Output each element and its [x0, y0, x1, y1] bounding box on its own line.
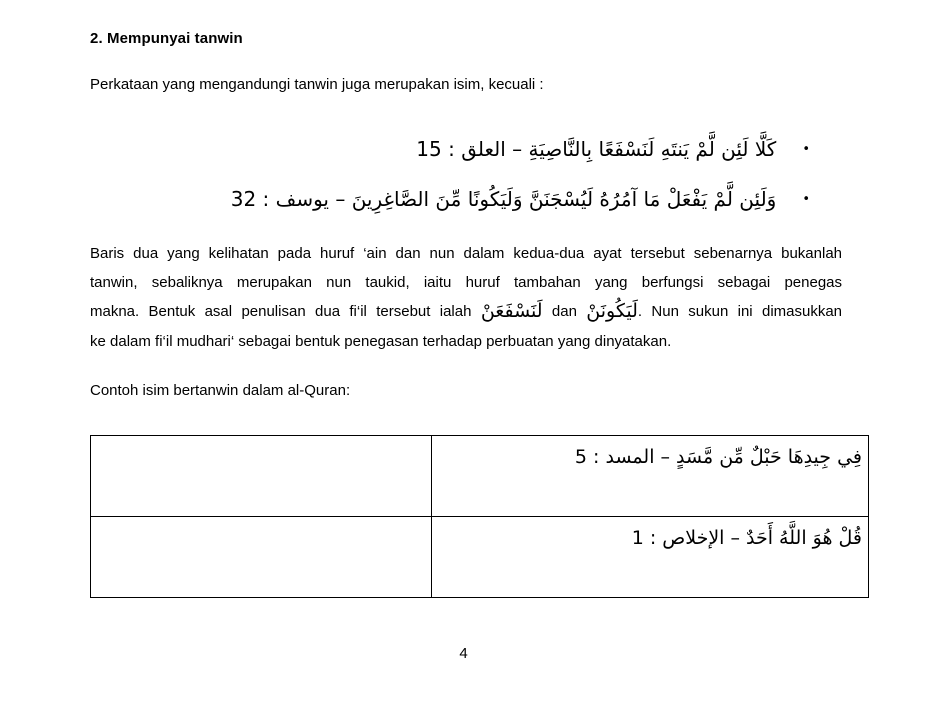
examples-caption: Contoh isim bertanwin dalam al-Quran: [90, 382, 351, 399]
paragraph-line-3-conjunction: dan [551, 303, 577, 320]
paragraph-line-3-tail: . Nun sukun ini dimasukkan [637, 303, 843, 320]
page-number: 4 [459, 645, 468, 662]
bullet-icon: • [802, 142, 810, 157]
explanation-paragraph [90, 239, 842, 357]
paragraph-line-2: tanwin, sebaliknya merupakan nun taukid, iaitu huruf tambahan yang berfungsi sebagai penegas [90, 274, 842, 291]
paragraph-line-3-text: makna. Bentuk asal penulisan dua fi‘il tersebut ialah [90, 303, 472, 320]
arabic-word-lanasfaan: لَنَسْفَعَنْ [480, 300, 543, 322]
bullet-icon: • [802, 192, 810, 207]
arabic-word-layakunan: لَيَكُونَنْ [586, 300, 638, 322]
table-cell-empty [91, 517, 432, 598]
table-cell-verse-masad-5: فِي جِيدِهَا حَبْلٌ مِّن مَّسَدٍ – المسد : 5 [432, 436, 869, 517]
paragraph-line-1: Baris dua yang kelihatan pada huruf ‘ain dan nun dalam kedua-dua ayat tersebut sebenarnya bukanlah [90, 245, 842, 262]
table-cell-verse-ikhlas-1: قُلْ هُوَ اللَّهُ أَحَدٌ – الإخلاص : 1 [432, 517, 869, 598]
table-row [91, 436, 869, 517]
examples-table [90, 435, 869, 598]
list-item-verse-alaq-15 [90, 133, 810, 169]
arabic-verse-alaq-15: كَلَّا لَئِن لَّمْ يَنتَهِ لَنَسْفَعًا بِالنَّاصِيَةِ – العلق : 15 [416, 137, 777, 161]
paragraph-line-4: ke dalam fi‘il mudhari‘ sebagai bentuk penegasan terhadap perbuatan yang dinyatakan. [90, 333, 672, 350]
section-heading: 2. Mempunyai tanwin [90, 30, 243, 47]
arabic-verse-yusuf-32: وَلَئِن لَّمْ يَفْعَلْ مَا آمُرُهُ لَيُسْجَنَنَّ وَلَيَكُونًا مِّنَ الصَّاغِرِينَ – يوسف : 32 [230, 187, 777, 211]
intro-text: Perkataan yang mengandungi tanwin juga merupakan isim, kecuali : [90, 76, 544, 93]
table-row [91, 517, 869, 598]
list-item-verse-yusuf-32 [90, 183, 810, 219]
table-cell-empty [91, 436, 432, 517]
quran-verse-bullet-list [90, 133, 810, 233]
paragraph-line-3 [90, 297, 842, 327]
